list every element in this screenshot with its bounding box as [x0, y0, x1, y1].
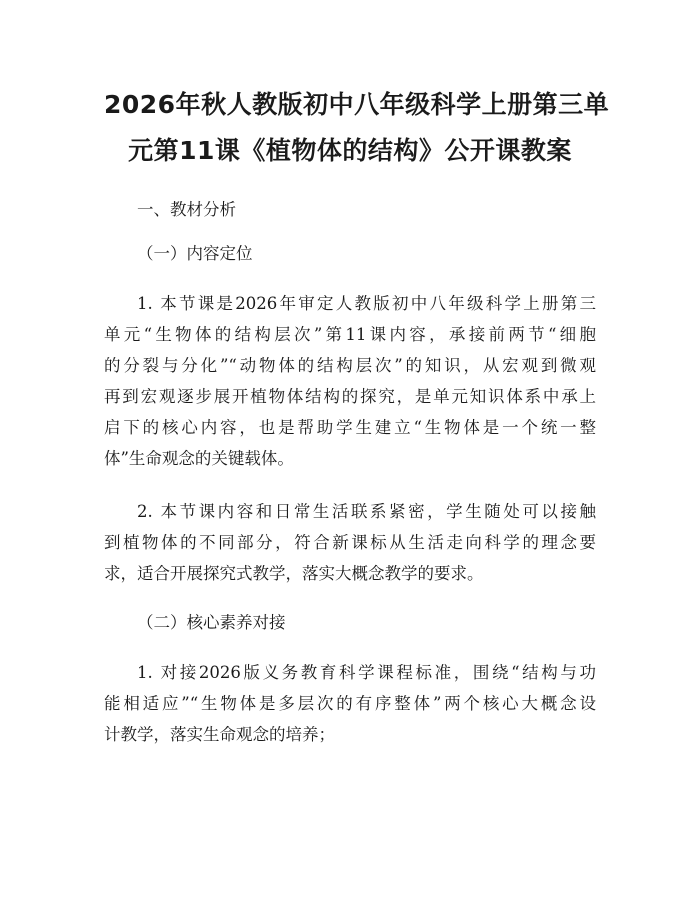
paragraph-line: 再到宏观逐步展开植物体结构的探究，是单元知识体系中承上: [104, 387, 596, 406]
paragraph-content-positioning-2: [104, 496, 596, 589]
paragraph-content-positioning-1: [104, 288, 596, 474]
paragraph-line: 1. 对接2026版义务教育科学课程标准，围绕“结构与功: [137, 663, 596, 682]
paragraph-line: 1. 本节课是2026年审定人教版初中八年级科学上册第三: [137, 294, 596, 313]
subsection-heading-content-positioning: （一）内容定位: [137, 244, 253, 263]
paragraph-line: 的分裂与分化”“动物体的结构层次”的知识，从宏观到微观: [104, 356, 596, 375]
paragraph-core-competency-1: [104, 657, 596, 750]
title-line: 2026年秋人教版初中八年级科学上册第三单: [104, 90, 610, 119]
section-heading-textbook-analysis: 一、教材分析: [137, 200, 236, 219]
paragraph-line: 求，适合开展探究式教学，落实大概念教学的要求。: [104, 564, 484, 583]
paragraph-line: 启下的核心内容，也是帮助学生建立“生物体是一个统一整: [104, 418, 596, 437]
paragraph-line: 能相适应”“生物体是多层次的有序整体”两个核心大概念设: [104, 694, 596, 713]
paragraph-line: 计教学，落实生命观念的培养；: [104, 725, 335, 744]
paragraph-line: 单元“生物体的结构层次”第11课内容，承接前两节“细胞: [104, 325, 596, 344]
title-line: 元第11课《植物体的结构》公开课教案: [128, 136, 572, 165]
paragraph-line: 体”生命观念的关键载体。: [104, 449, 294, 468]
paragraph-line: 到植物体的不同部分，符合新课标从生活走向科学的理念要: [104, 533, 596, 552]
subsection-heading-core-competency: （二）核心素养对接: [137, 613, 286, 632]
document-title: [104, 0, 610, 174]
paragraph-line: 2. 本节课内容和日常生活联系紧密，学生随处可以接触: [137, 502, 596, 521]
